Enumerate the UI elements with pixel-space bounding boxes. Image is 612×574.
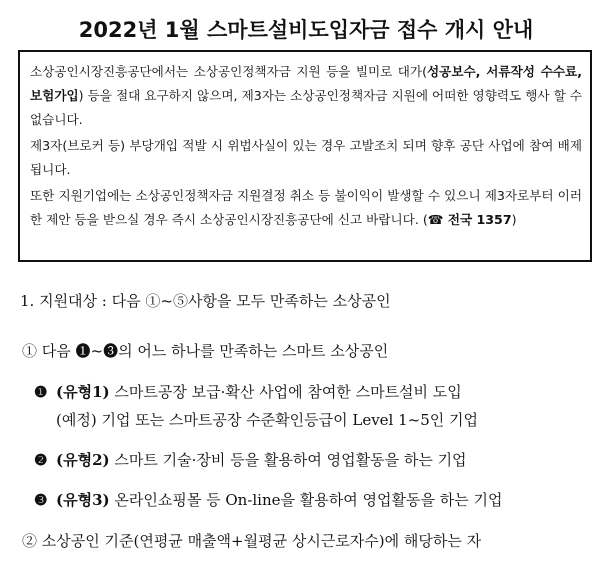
notice-text: ) (511, 212, 517, 227)
notice-box (18, 50, 592, 262)
criterion-1: ① 다음 ❶~❸의 어느 하나를 만족하는 스마트 소상공인 (22, 342, 389, 360)
criterion-2: ② 소상공인 기준(연평균 매출액+월평균 상시근로자수)에 해당하는 자 (22, 532, 482, 550)
type-2-text: 스마트 기술·장비 등을 활용하여 영업활동을 하는 기업 (109, 451, 467, 469)
type-3-number: ❸ (34, 491, 48, 509)
phone-number: ☎ 전국 1357 (427, 212, 512, 227)
notice-emphasis: 성공보수, 서류작성 수수료, 보험가입 (30, 64, 582, 103)
notice-text: 또한 지원기업에는 소상공인정책자금 지원결정 취소 등 불이익이 발생할 수 있으니 제3자로부터 이러한 제안 등을 받으실 경우 즉시 소상공인시장진흥공단에 신고 바랍니다. ( (30, 188, 582, 227)
type-1-item (34, 378, 590, 434)
section-heading-eligibility: 1. 지원대상 : 다음 ①~⑤사항을 모두 만족하는 소상공인 (20, 292, 391, 310)
type-1-text: 스마트공장 보급·확산 사업에 참여한 스마트설비 도입 (109, 383, 462, 401)
notice-paragraph-1 (30, 60, 582, 132)
type-1-continuation: (예정) 기업 또는 스마트공장 수준확인등급이 Level 1~5인 기업 (56, 411, 479, 429)
type-2-number: ❷ (34, 451, 48, 469)
notice-text: ) 등을 절대 요구하지 않으며, 제3자는 소상공인정책자금 지원에 어떠한 영향력도 행사 할 수 없습니다. (30, 88, 582, 127)
type-3-label: (유형3) (56, 491, 110, 509)
type-2-label: (유형2) (56, 451, 110, 469)
type-2-item (34, 449, 467, 470)
notice-paragraph-3 (30, 184, 582, 232)
type-1-number: ❶ (34, 383, 48, 401)
notice-text: 소상공인시장진흥공단에서는 소상공인정책자금 지원 등을 빌미로 대가( (30, 64, 427, 79)
page-title: 2022년 1월 스마트설비도입자금 접수 개시 안내 (78, 18, 534, 42)
notice-paragraph-2: 제3자(브로커 등) 부당개입 적발 시 위법사실이 있는 경우 고발조치 되며 향후 공단 사업에 참여 배제됩니다. (30, 138, 582, 177)
type-3-text: 온라인쇼핑몰 등 On-line을 활용하여 영업활동을 하는 기업 (109, 491, 503, 509)
type-1-label: (유형1) (56, 383, 110, 401)
type-3-item (34, 489, 502, 510)
